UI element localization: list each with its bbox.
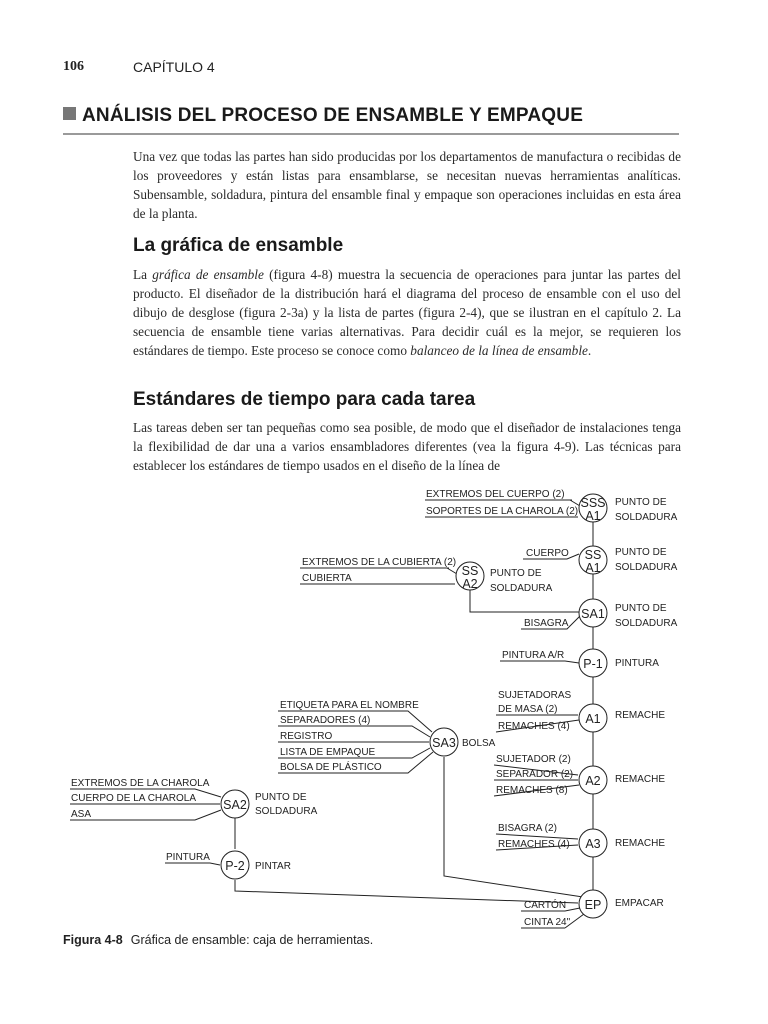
input-label: SEPARADORES (4) [280, 715, 371, 726]
subheading-grafica: La gráfica de ensamble [133, 235, 344, 256]
section-square-icon [63, 107, 76, 120]
operation-label: PINTURA [615, 658, 659, 669]
input-label: ASA [71, 809, 92, 820]
input-label: SUJETADOR (2) [496, 754, 571, 765]
section-heading-text: ANÁLISIS DEL PROCESO DE ENSAMBLE Y EMPAQUE [82, 105, 584, 126]
caption-text: Gráfica de ensamble: caja de herramientas. [130, 933, 374, 947]
operation-label: PUNTO DE [255, 792, 307, 803]
estandares-paragraph: Las tareas deben ser tan pequeñas como sea posible, de modo que el diseñador de instalaciones tenga la flexibilidad de dar una a varios ensambladores diferentes (vea la figura 4-9). Las técnicas para establecer los estándares de tiempo usados en el diseño de la línea de [133, 420, 681, 473]
operation-label: REMACHE [615, 710, 666, 721]
figure-caption [63, 933, 373, 947]
grafica-paragraph [133, 265, 681, 360]
operation-label: SOLDADURA [615, 618, 678, 629]
operation-label: SOLDADURA [490, 583, 553, 594]
input-label: LISTA DE EMPAQUE [280, 747, 376, 758]
paragraph-text: (figura 4-8) muestra la secuencia de operaciones para juntar las partes del producto. El diseñador de la distribución hará el diagrama del proceso de ensamble con el uso del dibujo de desglose (figura 2-3a) y la lista de partes (figura 2-4), que se ilustran en el capítulo 2. La secuencia de ensamble tiene varias alternativas. Para decidir cuál es la mejor, se requieren los estándares de tiempo. Este proceso se conoce como [133, 267, 681, 358]
operation-label: BOLSA [462, 738, 496, 749]
section-heading [63, 105, 683, 127]
input-label: EXTREMOS DE LA CHAROLA [71, 778, 210, 789]
input-label: CINTA 24" [524, 917, 571, 928]
node-label: SA2 [223, 798, 247, 812]
operation-label: EMPACAR [615, 898, 664, 909]
input-label: CUBIERTA [302, 573, 352, 584]
paragraph-text: La [133, 267, 153, 282]
node-label: SSS [580, 496, 606, 510]
page-number: 106 [63, 59, 84, 74]
node-label: A2 [462, 577, 478, 591]
node-label: SS [584, 548, 602, 562]
operation-label: PUNTO DE [615, 497, 667, 508]
caption-label: Figura 4-8 [63, 933, 123, 947]
input-line [70, 810, 221, 820]
input-label: CUERPO DE LA CHAROLA [71, 793, 197, 804]
input-label: REGISTRO [280, 731, 333, 742]
node-label: P-1 [583, 657, 603, 671]
input-label: REMACHES (4) [498, 839, 570, 850]
operation-label: SOLDADURA [615, 512, 678, 523]
operation-label: PUNTO DE [490, 568, 542, 579]
input-label: BISAGRA (2) [498, 823, 557, 834]
input-label: SUJETADORAS [498, 690, 572, 701]
input-label: SEPARADOR (2) [496, 769, 574, 780]
input-label: EXTREMOS DE LA CUBIERTA (2) [302, 557, 457, 568]
input-label: REMACHES (4) [498, 721, 570, 732]
node-label: A3 [585, 837, 601, 851]
section-rule [63, 133, 679, 135]
operation-label: PUNTO DE [615, 547, 667, 558]
chapter-label: CAPÍTULO 4 [133, 59, 215, 75]
node-label: EP [584, 898, 602, 912]
node-label: A1 [585, 712, 601, 726]
operation-label: PINTAR [255, 861, 291, 872]
input-label: PINTURA A/R [502, 650, 565, 661]
paragraph-text: . [587, 343, 592, 358]
operation-label: PUNTO DE [615, 603, 667, 614]
node-label: SA1 [581, 607, 605, 621]
operation-label: REMACHE [615, 774, 666, 785]
node-label: SS [461, 564, 479, 578]
node-label: P-2 [225, 859, 245, 873]
node-label: A1 [585, 561, 601, 575]
assembly-chart [0, 480, 768, 930]
input-line [165, 863, 220, 865]
input-label: CARTÓN [524, 900, 567, 911]
input-label: SOPORTES DE LA CHAROLA (2) [426, 506, 579, 517]
input-label: BISAGRA [524, 618, 569, 629]
input-line [500, 661, 579, 663]
node-label: SA3 [432, 736, 456, 750]
node-label: A2 [585, 774, 601, 788]
italic-term: gráfica de ensamble [152, 267, 264, 282]
operation-label: SOLDADURA [255, 806, 318, 817]
operation-label: REMACHE [615, 838, 666, 849]
input-label: EXTREMOS DEL CUERPO (2) [426, 489, 565, 500]
input-label: PINTURA [166, 852, 210, 863]
input-line [447, 568, 457, 574]
input-label: ETIQUETA PARA EL NOMBRE [280, 700, 419, 711]
operation-label: SOLDADURA [615, 562, 678, 573]
input-label: REMACHES (8) [496, 785, 568, 796]
italic-term: balanceo de la línea de ensamble [410, 343, 588, 358]
input-label: CUERPO [526, 548, 569, 559]
intro-paragraph: Una vez que todas las partes han sido producidas por los departamentos de manufactura o recibidas de los proveedores y están listas para ensamblarse, se necesitan nuevas herramientas analíticas. Subensamble, soldadura, pintura del ensamble final y empaque son operaciones incluidas en esta área de la planta. [133, 149, 681, 221]
input-label: BOLSA DE PLÁSTICO [280, 762, 382, 773]
subheading-estandares: Estándares de tiempo para cada tarea [133, 389, 476, 410]
node-label: A1 [585, 509, 601, 523]
input-label: DE MASA (2) [498, 704, 558, 715]
